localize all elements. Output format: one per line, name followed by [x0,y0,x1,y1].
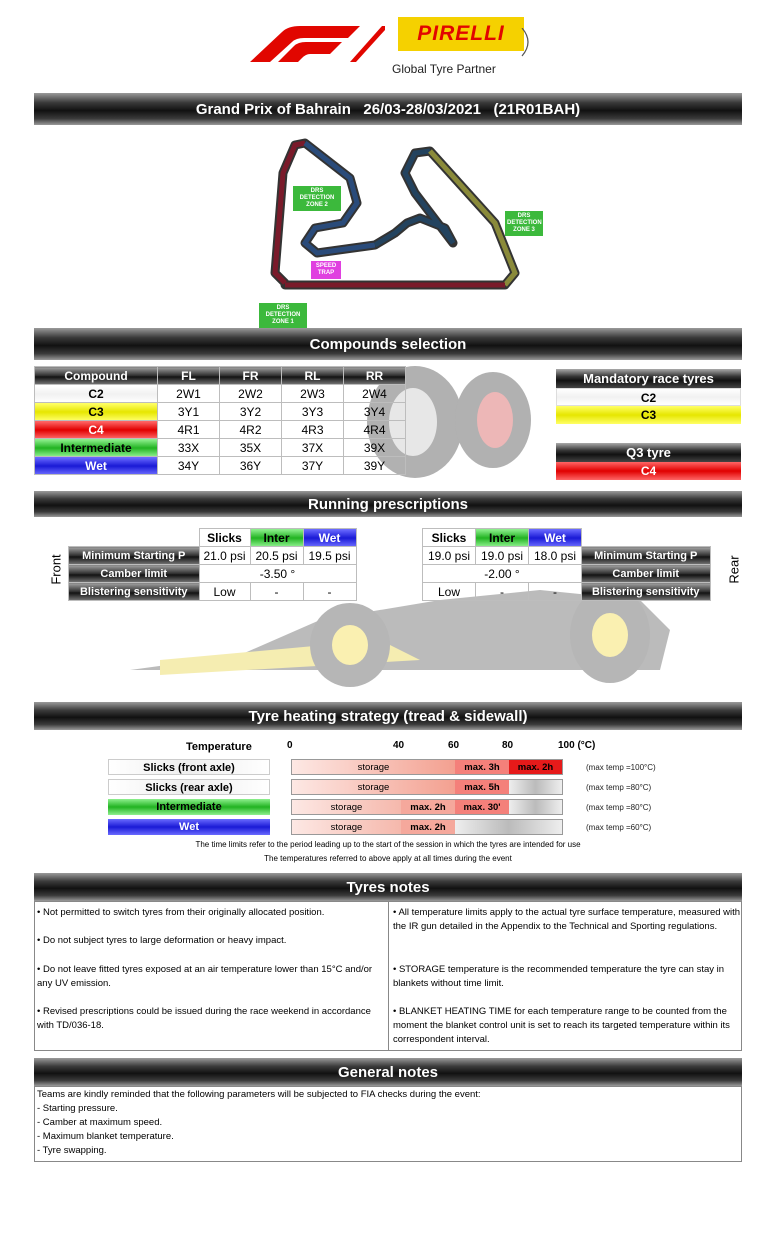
compound-name: C2 [35,385,158,403]
scale-60: 60 [448,740,460,751]
tyre-notes-divider [388,902,389,1050]
compound-cell: 39X [344,439,406,457]
heating-bar-slicks-rear [291,779,563,795]
general-note-item: - Tyre swapping. [37,1145,107,1156]
scale-80: 80 [502,740,514,751]
compound-cell: 3Y3 [282,403,344,421]
heating-label-intermediate: Intermediate [108,799,270,815]
compound-header: Compound [35,367,158,385]
heating-unused [509,780,562,794]
front-pressure-wet: 19.5 psi [303,547,356,565]
compound-cell: 2W4 [344,385,406,403]
compound-cell: 35X [220,439,282,457]
mandatory-c3: C3 [556,406,741,424]
note-right-1: • All temperature limits apply to the actual tyre surface temperature, measured with the IR gun detailed in the Appendix to the Technical and Sporting regulations. [393,907,741,932]
compound-cell: 4R4 [344,421,406,439]
tyre-notes-section-title: Tyres notes [346,878,430,896]
heating-bar-slicks-front [291,759,563,775]
note-left-1: • Not permitted to switch tyres from their originally allocated position. [37,907,325,918]
rear-pressure-wet: 18.0 psi [529,547,582,565]
pirelli-logo [398,17,524,51]
camber-label: Camber limit [582,565,711,583]
compounds-table [34,366,406,475]
heating-label-slicks-rear: Slicks (rear axle) [108,779,270,795]
scale-100: 100 (°C) [558,740,596,751]
scale-0: 0 [287,740,293,751]
drs-zone-1-label: DRS DETECTION ZONE 1 [259,303,307,328]
compounds-section-title: Compounds selection [309,335,467,353]
wet-header: Wet [303,529,356,547]
heating-segment: storage [292,800,401,814]
pressure-label: Minimum Starting P [69,547,200,565]
inter-header: Inter [250,529,303,547]
heating-unused [509,800,562,814]
compound-cell: 2W3 [282,385,344,403]
event-title: Grand Prix of Bahrain 26/03-28/03/2021 (21R01BAH) [195,100,581,118]
blister-label: Blistering sensitivity [582,583,711,601]
pirelli-swoosh [520,28,534,58]
note-right-3: • BLANKET HEATING TIME for each temperature range to be counted from the moment the blanket control unit is set to reach its targeted temperature within its correspondent interval. [393,1006,730,1045]
compound-cell: 36Y [220,457,282,475]
compound-name: Wet [35,457,158,475]
rear-prescriptions-table [422,528,711,601]
heating-max-wet: (max temp =60°C) [586,823,652,832]
heating-segment: storage [292,820,401,834]
compound-cell: 34Y [158,457,220,475]
compound-cell: 4R3 [282,421,344,439]
slicks-header: Slicks [423,529,476,547]
heating-label-slicks-front: Slicks (front axle) [108,759,270,775]
front-blister-inter: - [250,583,303,601]
compound-cell: 39Y [344,457,406,475]
note-left-4: • Revised prescriptions could be issued during the race weekend in accordance with TD/036-18. [37,1006,371,1031]
heating-bar-wet [291,819,563,835]
note-right-2: • STORAGE temperature is the recommended temperature the tyre can stay in blankets without time limit. [393,964,725,989]
fl-header: FL [158,367,220,385]
f1-logo [250,26,385,62]
heating-label-wet: Wet [108,819,270,835]
rear-blister-wet: - [529,583,582,601]
rear-pressure-slicks: 19.0 psi [423,547,476,565]
event-title-bar [34,93,742,125]
heating-segment: max. 30' [455,800,509,814]
rr-header: RR [344,367,406,385]
heating-footnote-2: The temperatures referred to above apply at all times during the event [264,854,512,863]
mandatory-c2: C2 [556,388,741,406]
note-left-3: • Do not leave fitted tyres exposed at an air temperature lower than 15°C and/or any UV emission. [37,964,373,989]
pirelli-logo-text: PIRELLI [417,22,505,45]
camber-label: Camber limit [69,565,200,583]
general-notes-section-title: General notes [337,1063,439,1081]
prescriptions-section-title: Running prescriptions [307,495,468,513]
tyre-notes-section-bar [34,873,742,901]
front-camber: -3.50 ° [199,565,356,583]
front-pressure-slicks: 21.0 psi [199,547,250,565]
general-notes-section-bar [34,1058,742,1086]
blister-label: Blistering sensitivity [69,583,200,601]
heating-max-slicks-front: (max temp =100°C) [586,763,656,772]
general-note-item: - Camber at maximum speed. [37,1117,163,1128]
front-blister-slicks: Low [199,583,250,601]
heating-max-slicks-rear: (max temp =80°C) [586,783,652,792]
prescriptions-section-bar [34,491,742,517]
general-notes-intro: Teams are kindly reminded that the following parameters will be subjected to FIA checks during the event: [37,1089,481,1100]
compound-cell: 4R1 [158,421,220,439]
compound-cell: 2W1 [158,385,220,403]
speed-trap-label: SPEED TRAP [311,261,341,279]
scale-40: 40 [393,740,405,751]
q3-compound: C4 [556,462,741,480]
rl-header: RL [282,367,344,385]
heating-max-intermediate: (max temp =80°C) [586,803,652,812]
slicks-header: Slicks [199,529,250,547]
general-note-item: - Maximum blanket temperature. [37,1131,174,1142]
rear-pressure-inter: 19.0 psi [476,547,529,565]
heating-segment: max. 2h [401,800,455,814]
sponsor-tagline: Global Tyre Partner [392,62,496,76]
mandatory-title: Mandatory race tyres [556,369,741,388]
compound-cell: 37Y [282,457,344,475]
heating-segment: storage [292,780,455,794]
drs-zone-2-label: DRS DETECTION ZONE 2 [293,186,341,211]
heating-segment: storage [292,760,455,774]
heating-bar-intermediate [291,799,563,815]
compound-cell: 3Y2 [220,403,282,421]
inter-header: Inter [476,529,529,547]
heating-segment: max. 5h [455,780,509,794]
front-pressure-inter: 20.5 psi [250,547,303,565]
compounds-section-bar [34,328,742,360]
compound-cell: 37X [282,439,344,457]
general-note-item: - Starting pressure. [37,1103,118,1114]
rear-label: Rear [726,555,742,584]
compound-cell: 4R2 [220,421,282,439]
compound-cell: 3Y1 [158,403,220,421]
heating-footnote-1: The time limits refer to the period leading up to the start of the session in which the tyres are intended for use [195,840,581,849]
compound-cell: 2W2 [220,385,282,403]
front-blister-wet: - [303,583,356,601]
heating-segment: max. 3h [455,760,509,774]
compound-cell: 33X [158,439,220,457]
pressure-label: Minimum Starting P [582,547,711,565]
heating-segment: max. 2h [509,760,562,774]
wet-header: Wet [529,529,582,547]
heating-segment: max. 2h [401,820,455,834]
track-map [255,133,555,328]
front-label: Front [48,554,64,585]
heating-section-title: Tyre heating strategy (tread & sidewall) [248,707,528,725]
tyre-notes-box [34,901,742,1051]
heating-section-bar [34,702,742,730]
temperature-label: Temperature [186,741,252,753]
compound-name: C3 [35,403,158,421]
rear-blister-slicks: Low [423,583,476,601]
note-left-2: • Do not subject tyres to large deformation or heavy impact. [37,935,287,946]
compound-cell: 3Y4 [344,403,406,421]
rear-blister-inter: - [476,583,529,601]
heating-unused [455,820,562,834]
compound-name: C4 [35,421,158,439]
fr-header: FR [220,367,282,385]
rear-camber: -2.00 ° [423,565,582,583]
general-notes-box [34,1086,742,1162]
drs-zone-3-label: DRS DETECTION ZONE 3 [505,211,543,236]
compound-name: Intermediate [35,439,158,457]
q3-title: Q3 tyre [556,443,741,462]
front-prescriptions-table [68,528,357,601]
